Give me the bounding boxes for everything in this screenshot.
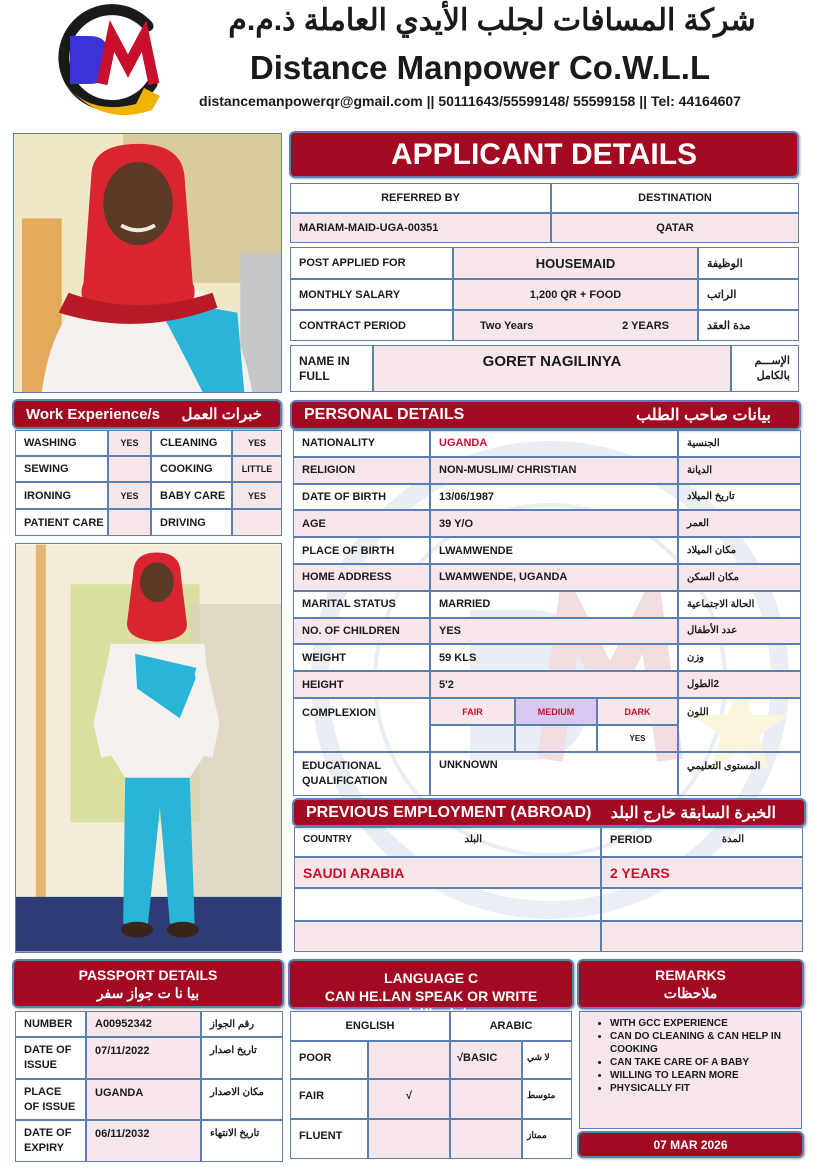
language-title bbox=[288, 959, 574, 1022]
company-name: Distance Manpower Co.W.L.L bbox=[249, 49, 711, 86]
work-experience-title-ar: خبرات العمل bbox=[181, 406, 262, 423]
personal-field-label: RELIGION bbox=[293, 457, 430, 484]
previous-country-empty-2 bbox=[294, 921, 601, 952]
passport-field-label: DATE OF EXPIRY bbox=[15, 1120, 86, 1162]
work-experience-title-en: Work Experience/s bbox=[26, 405, 160, 423]
complexion-arabic: اللون bbox=[678, 698, 801, 752]
full-name-value: GORET NAGILINYA bbox=[373, 345, 731, 392]
complexion-medium: MEDIUM bbox=[515, 698, 597, 725]
language-level-arabic: ممتاز bbox=[522, 1119, 572, 1159]
contract-period-label: CONTRACT PERIOD bbox=[290, 310, 453, 341]
personal-field-value: YES bbox=[430, 618, 678, 645]
passport-field-arabic: مكان الاصدار bbox=[201, 1079, 283, 1120]
work-skill-label: WASHING bbox=[15, 430, 108, 456]
personal-field-arabic: الجنسية bbox=[678, 430, 801, 457]
personal-field-label: WEIGHT bbox=[293, 644, 430, 671]
post-applied-value: HOUSEMAID bbox=[453, 247, 698, 279]
personal-field-label: DATE OF BIRTH bbox=[293, 484, 430, 511]
language-level-arabic: لا شي bbox=[522, 1041, 572, 1079]
personal-field-value: 13/06/1987 bbox=[430, 484, 678, 511]
work-skill-label: CLEANING bbox=[151, 430, 232, 456]
applicant-photo-portrait bbox=[13, 133, 282, 393]
language-arabic-value: √BASIC bbox=[450, 1041, 522, 1079]
destination-value: QATAR bbox=[551, 213, 799, 243]
applicant-details-title: APPLICANT DETAILS bbox=[289, 131, 799, 178]
personal-field-value: NON-MUSLIM/ CHRISTIAN bbox=[430, 457, 678, 484]
language-arabic-value bbox=[450, 1119, 522, 1159]
personal-field-label: HOME ADDRESS bbox=[293, 564, 430, 591]
personal-field-arabic: مكان الميلاد bbox=[678, 537, 801, 564]
language-title-ar: اجادة اللغات bbox=[395, 1006, 467, 1022]
referred-by-label: REFERRED BY bbox=[290, 183, 551, 213]
work-skill-value: LITTLE bbox=[232, 456, 282, 482]
personal-field-arabic: الديانة bbox=[678, 457, 801, 484]
language-level-arabic: متوسط bbox=[522, 1079, 572, 1119]
passport-field-value: 06/11/2032 bbox=[86, 1120, 201, 1162]
personal-field-label: PLACE OF BIRTH bbox=[293, 537, 430, 564]
company-contact: distancemanpowerqr@gmail.com || 50111643/55599148/ 55599158 || Tel: 44164607 bbox=[199, 93, 741, 109]
personal-field-value: MARRIED bbox=[430, 591, 678, 618]
period-arabic: المدة bbox=[721, 834, 744, 845]
personal-field-label: NATIONALITY bbox=[293, 430, 430, 457]
personal-field-arabic: مكان السكن bbox=[678, 564, 801, 591]
passport-details-title bbox=[12, 959, 284, 1008]
complexion-fair-mark bbox=[430, 725, 515, 752]
personal-field-label: MARITAL STATUS bbox=[293, 591, 430, 618]
language-english-value bbox=[368, 1119, 450, 1159]
company-name-arabic: شركة المسافات لجلب الأيدي العاملة ذ.م.م bbox=[228, 3, 756, 37]
monthly-salary-label: MONTHLY SALARY bbox=[290, 279, 453, 310]
country-arabic: البلد bbox=[464, 834, 482, 845]
full-name-arabic: الإســـم بالكامل bbox=[731, 345, 799, 392]
contract-period-arabic: مدة العقد bbox=[698, 310, 799, 341]
personal-field-arabic: وزن bbox=[678, 644, 801, 671]
previous-period-value: 2 YEARS bbox=[601, 857, 803, 888]
personal-field-value: LWAMWENDE, UGANDA bbox=[430, 564, 678, 591]
personal-field-arabic: 2الطول bbox=[678, 671, 801, 698]
complexion-dark-mark: YES bbox=[597, 725, 678, 752]
education-arabic: المستوى التعليمي bbox=[678, 752, 801, 796]
personal-field-arabic: تاريخ الميلاد bbox=[678, 484, 801, 511]
personal-field-value: LWAMWENDE bbox=[430, 537, 678, 564]
remarks-title bbox=[577, 959, 804, 1009]
period-label: PERIOD bbox=[610, 834, 653, 846]
work-skill-label: BABY CARE bbox=[151, 482, 232, 509]
applicant-photo-full-body bbox=[15, 543, 282, 953]
full-name-label: NAME IN FULL bbox=[290, 345, 373, 392]
work-skill-value bbox=[108, 509, 151, 536]
post-applied-label: POST APPLIED FOR bbox=[290, 247, 453, 279]
personal-field-arabic: عدد الأطفال bbox=[678, 618, 801, 645]
personal-field-arabic: الحالة الاجتماعية bbox=[678, 591, 801, 618]
language-level-label: FAIR bbox=[290, 1079, 368, 1119]
complexion-label: COMPLEXION bbox=[293, 698, 430, 752]
remarks-title-en: REMARKS bbox=[655, 967, 726, 983]
personal-field-value: UGANDA bbox=[430, 430, 678, 457]
personal-field-value: 5'2 bbox=[430, 671, 678, 698]
remark-item: • CAN TAKE CARE OF A BABY bbox=[610, 1056, 793, 1069]
work-skill-value bbox=[108, 456, 151, 482]
passport-field-label: PLACE OF ISSUE bbox=[15, 1079, 86, 1120]
personal-details-title-ar: بيانات صاحب الطلب bbox=[636, 407, 771, 424]
referred-by-value: MARIAM-MAID-UGA-00351 bbox=[290, 213, 551, 243]
country-header bbox=[294, 827, 601, 857]
work-skill-label: DRIVING bbox=[151, 509, 232, 536]
language-english-value bbox=[368, 1041, 450, 1079]
work-skill-label: PATIENT CARE bbox=[15, 509, 108, 536]
complexion-dark: DARK bbox=[597, 698, 678, 725]
monthly-salary-arabic: الراتب bbox=[698, 279, 799, 310]
education-label: EDUCATIONAL QUALIFICATION bbox=[293, 752, 430, 796]
contract-period-value bbox=[453, 310, 698, 341]
language-english-header: ENGLISH bbox=[290, 1011, 450, 1041]
work-skill-value bbox=[232, 509, 282, 536]
remark-item: • PHYSICALLY FIT bbox=[610, 1082, 793, 1095]
previous-period-empty-2 bbox=[601, 921, 803, 952]
language-level-label: FLUENT bbox=[290, 1119, 368, 1159]
remark-item: • WILLING TO LEARN MORE bbox=[610, 1069, 793, 1082]
passport-details-title-en: PASSPORT DETAILS bbox=[78, 966, 218, 983]
passport-field-label: NUMBER bbox=[15, 1011, 86, 1037]
previous-employment-title bbox=[292, 798, 806, 827]
work-skill-value: YES bbox=[108, 482, 151, 509]
remarks-date: 07 MAR 2026 bbox=[577, 1131, 804, 1158]
personal-field-arabic: العمر bbox=[678, 510, 801, 537]
work-skill-label: IRONING bbox=[15, 482, 108, 509]
language-arabic-value bbox=[450, 1079, 522, 1119]
education-value: UNKNOWN bbox=[430, 752, 678, 796]
passport-details-title-ar: بيا نا ت جواز سفر bbox=[96, 984, 200, 1001]
personal-field-label: NO. OF CHILDREN bbox=[293, 618, 430, 645]
complexion-fair: FAIR bbox=[430, 698, 515, 725]
personal-field-label: HEIGHT bbox=[293, 671, 430, 698]
remarks-box bbox=[579, 1011, 802, 1129]
passport-field-label: DATE OF ISSUE bbox=[15, 1037, 86, 1079]
previous-country-empty-1 bbox=[294, 888, 601, 921]
work-skill-value: YES bbox=[108, 430, 151, 456]
monthly-salary-value: 1,200 QR + FOOD bbox=[453, 279, 698, 310]
passport-field-arabic: تاريخ اصدار bbox=[201, 1037, 283, 1079]
personal-field-value: 59 KLS bbox=[430, 644, 678, 671]
previous-employment-title-en: PREVIOUS EMPLOYMENT (ABROAD) bbox=[306, 803, 592, 821]
contract-period-years: 2 YEARS bbox=[622, 319, 669, 332]
country-label: COUNTRY bbox=[303, 834, 353, 845]
work-skill-value: YES bbox=[232, 482, 282, 509]
remark-item: • WITH GCC EXPERIENCE bbox=[610, 1017, 793, 1030]
passport-field-value: 07/11/2022 bbox=[86, 1037, 201, 1079]
language-title-line1: LANGUAGE C bbox=[383, 970, 479, 986]
work-skill-label: SEWING bbox=[15, 456, 108, 482]
remarks-list bbox=[594, 1017, 793, 1095]
period-header bbox=[601, 827, 803, 857]
language-arabic-header: ARABIC bbox=[450, 1011, 572, 1041]
language-level-label: POOR bbox=[290, 1041, 368, 1079]
previous-employment-title-ar: الخبرة السابقة خارج البلد bbox=[610, 804, 776, 822]
work-experience-title bbox=[12, 399, 282, 429]
passport-field-arabic: تاريخ الانتهاء bbox=[201, 1120, 283, 1162]
company-logo bbox=[48, 4, 166, 116]
work-skill-label: COOKING bbox=[151, 456, 232, 482]
post-applied-arabic: الوظيفة bbox=[698, 247, 799, 279]
passport-field-value: UGANDA bbox=[86, 1079, 201, 1120]
personal-field-value: 39 Y/O bbox=[430, 510, 678, 537]
personal-details-title-en: PERSONAL DETAILS bbox=[304, 406, 465, 423]
personal-details-title bbox=[290, 400, 801, 430]
remarks-title-ar: ملاحظات bbox=[663, 985, 718, 1001]
language-english-value: √ bbox=[368, 1079, 450, 1119]
personal-field-label: AGE bbox=[293, 510, 430, 537]
complexion-medium-mark bbox=[515, 725, 597, 752]
remark-item: • CAN DO CLEANING & CAN HELP IN COOKING bbox=[610, 1030, 793, 1056]
previous-period-empty-1 bbox=[601, 888, 803, 921]
contract-period-text: Two Years bbox=[480, 319, 534, 332]
language-title-line2: CAN HE.LAN SPEAK OR WRITE bbox=[324, 988, 538, 1004]
destination-label: DESTINATION bbox=[551, 183, 799, 213]
passport-field-value: A00952342 bbox=[86, 1011, 201, 1037]
work-skill-value: YES bbox=[232, 430, 282, 456]
previous-country-value: SAUDI ARABIA bbox=[294, 857, 601, 888]
passport-field-arabic: رقم الجواز bbox=[201, 1011, 283, 1037]
